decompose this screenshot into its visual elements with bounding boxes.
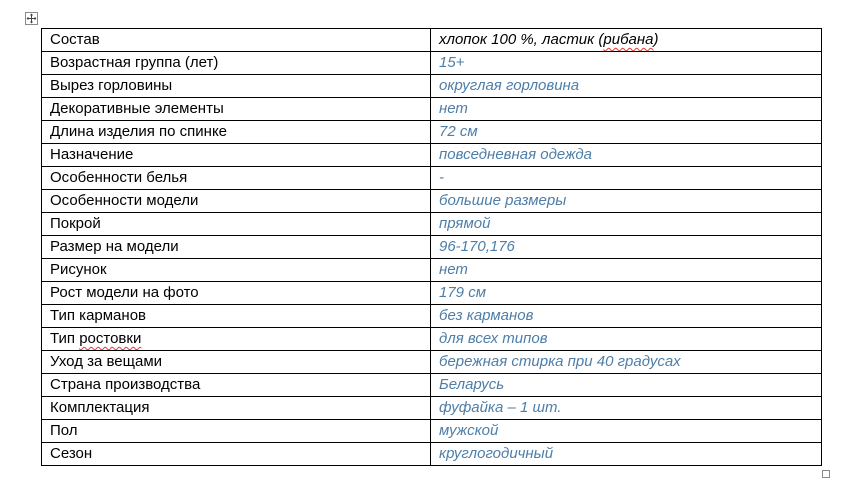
row-key: Особенности модели [42,190,431,213]
row-key: Страна производства [42,374,431,397]
row-key: Возрастная группа (лет) [42,52,431,75]
row-value: - [431,167,822,190]
table-row [42,351,822,374]
row-key: Рисунок [42,259,431,282]
row-value: без карманов [431,305,822,328]
row-key: Декоративные элементы [42,98,431,121]
row-value [431,29,822,52]
row-key: Вырез горловины [42,75,431,98]
table-row [42,190,822,213]
table-row [42,144,822,167]
product-spec-table [41,28,822,466]
row-key: Рост модели на фото [42,282,431,305]
row-value: большие размеры [431,190,822,213]
row-key: Пол [42,420,431,443]
key-text: Тип [50,330,80,347]
table-row [42,420,822,443]
row-value: прямой [431,213,822,236]
value-text: ) [653,31,659,48]
table-row [42,52,822,75]
table-row [42,213,822,236]
row-key: Назначение [42,144,431,167]
row-value: 179 см [431,282,822,305]
row-value: Беларусь [431,374,822,397]
table-resize-handle-icon[interactable] [822,470,830,478]
row-key: Тип карманов [42,305,431,328]
row-key: Состав [42,29,431,52]
row-key: Сезон [42,443,431,466]
row-value: круглогодичный [431,443,822,466]
table-row [42,98,822,121]
row-value: для всех типов [431,328,822,351]
row-key: Длина изделия по спинке [42,121,431,144]
row-value: нет [431,259,822,282]
table-row [42,259,822,282]
row-key: Размер на модели [42,236,431,259]
row-value: 15+ [431,52,822,75]
table-row [42,121,822,144]
table-row [42,75,822,98]
table-row [42,167,822,190]
table-row [42,305,822,328]
row-key: Уход за вещами [42,351,431,374]
row-key: Комплектация [42,397,431,420]
row-key [42,328,431,351]
row-value: фуфайка – 1 шт. [431,397,822,420]
table-row [42,397,822,420]
spellcheck-flagged-word: ростовки [79,330,142,347]
value-text: хлопок 100 %, ластик ( [439,31,604,48]
row-value: мужской [431,420,822,443]
row-value: бережная стирка при 40 градусах [431,351,822,374]
table-row [42,29,822,52]
table-row [42,328,822,351]
row-key: Покрой [42,213,431,236]
row-value: округлая горловина [431,75,822,98]
table-row [42,236,822,259]
row-value: повседневная одежда [431,144,822,167]
spellcheck-flagged-word: рибана [603,31,654,48]
row-value: нет [431,98,822,121]
row-value: 96-170,176 [431,236,822,259]
table-row [42,443,822,466]
table-move-handle-icon[interactable] [25,12,38,25]
row-key: Особенности белья [42,167,431,190]
table-row [42,282,822,305]
row-value: 72 см [431,121,822,144]
table-row [42,374,822,397]
